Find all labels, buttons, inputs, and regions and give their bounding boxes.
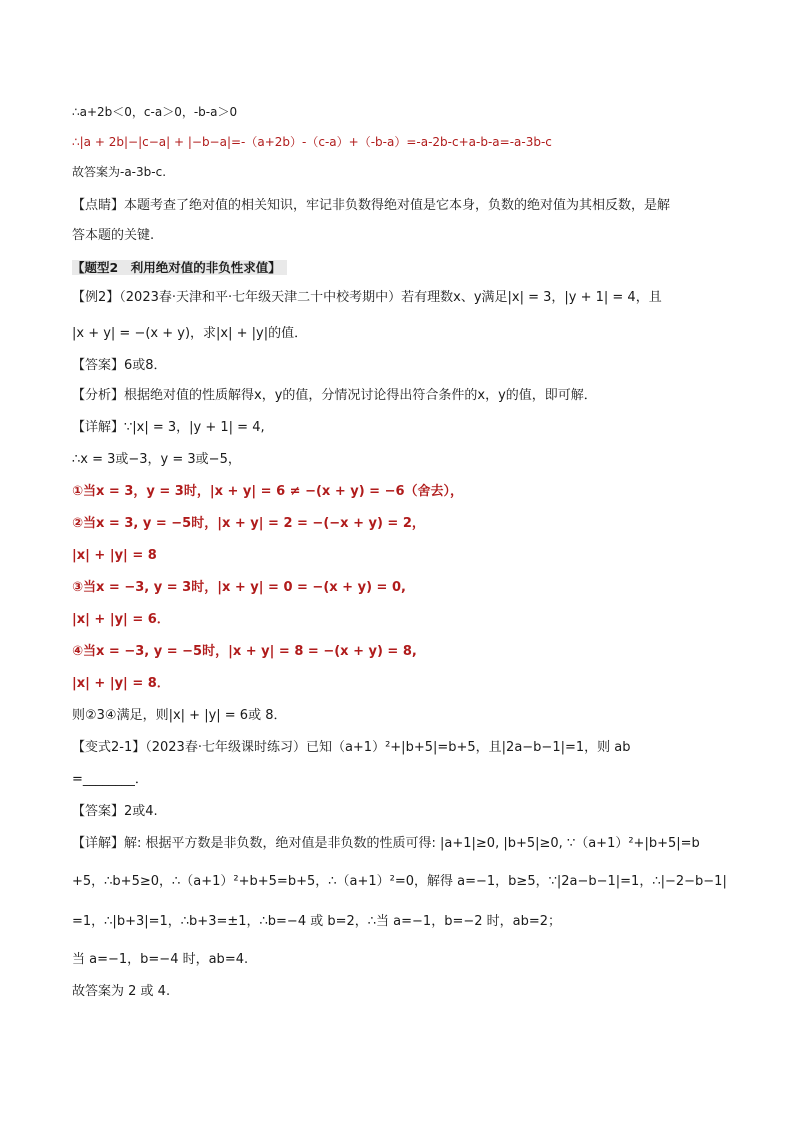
line-20: 【变式2-1】（2023春·七年级课时练习）已知（a+1）²+|b+5|=b+5，且|2a−b−1|=1，则 ab [72,740,631,755]
line-24: +5，∴b+5≥0，∴（a+1）²+b+5=b+5，∴（a+1）²=0，解得 a=−1，b≥5，∵|2a−b−1|=1，∴|−2−b−1| [72,874,727,889]
line-3: 【点睛】本题考查了绝对值的相关知识，牢记非负数得绝对值是它本身，负数的绝对值为其相反数，是解 [72,198,671,213]
line-11: ∴x = 3或−3，y = 3或−5， [72,452,241,467]
line-1: ∴|a + 2b|−|c−a| + |−b−a|=-（a+2b）-（c-a）+（-b-a）=-a-2b-c+a-b-a=-a-3b-c [72,135,552,149]
line-17: ④当x = −3, y = −5时，|x + y| = 8 = −(x + y) = 8, [72,644,417,659]
line-21: =________． [72,772,148,787]
line-26: 当 a=−1，b=−4 时，ab=4. [72,952,249,967]
line-2: 故答案为-a-3b-c. [72,165,167,179]
line-10: 【详解】∵|x| = 3，|y + 1| = 4, [72,420,265,435]
line-9: 【分析】根据绝对值的性质解得x，y的值，分情况讨论得出符合条件的x，y的值，即可解． [72,388,597,403]
line-18: |x| + |y| = 8． [72,676,170,691]
line-4: 答本题的关键. [72,228,155,243]
line-22: 【答案】2或4. [72,804,158,819]
line-23: 【详解】解: 根据平方数是非负数，绝对值是非负数的性质可得: |a+1|≥0, |b+5|≥0, ∵（a+1）²+|b+5|=b [72,836,700,851]
line-25: =1，∴|b+3|=1，∴b+3=±1，∴b=−4 或 b=2，∴当 a=−1，b=−2 时，ab=2； [72,914,562,929]
line-7: |x + y| = −(x + y)，求|x| + |y|的值． [72,326,308,341]
line-14: |x| + |y| = 8 [72,548,157,563]
line-6: 【例2】（2023春·天津和平·七年级天津二十中校考期中）若有理数x、y满足|x| = 3，|y + 1| = 4，且 [72,290,662,305]
line-13: ②当x = 3, y = −5时，|x + y| = 2 = −(−x + y) = 2， [72,516,425,531]
line-16: |x| + |y| = 6． [72,612,170,627]
line-8: 【答案】6或8． [72,358,167,373]
line-27: 故答案为 2 或 4. [72,984,171,999]
line-0: ∴a+2b＜0，c-a＞0，-b-a＞0 [72,105,238,119]
section-heading: 【题型2 利用绝对值的非负性求值】 [72,259,734,278]
line-15: ③当x = −3, y = 3时，|x + y| = 0 = −(x + y) = 0, [72,580,406,595]
line-19: 则②3④满足，则|x| + |y| = 6或 8． [72,708,287,723]
line-12: ①当x = 3，y = 3时，|x + y| = 6 ≠ −(x + y) = −6（舍去）， [72,484,464,499]
